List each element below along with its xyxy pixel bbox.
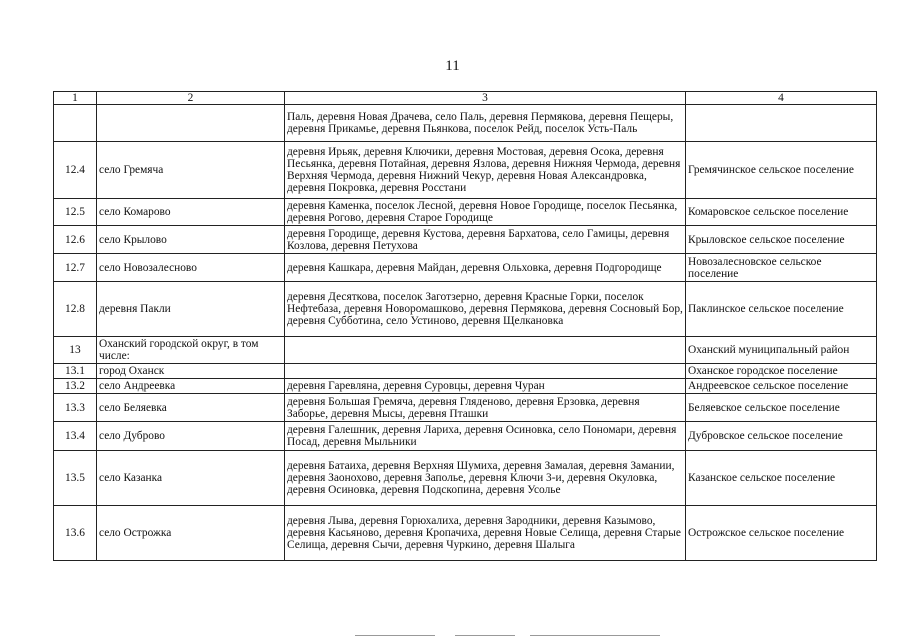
row-number: 12.5 <box>54 199 97 226</box>
table-row <box>54 394 877 422</box>
row-number: 12.6 <box>54 226 97 254</box>
row-number: 13.1 <box>54 364 97 379</box>
settlement-name: Гремячинское сельское поселение <box>686 142 877 199</box>
row-number: 13.2 <box>54 379 97 394</box>
row-number: 13.3 <box>54 394 97 422</box>
page-edge-line <box>355 635 435 636</box>
table-row <box>54 451 877 506</box>
settlement-name: Паклинское сельское поселение <box>686 282 877 337</box>
center-name: город Оханск <box>97 364 285 379</box>
settlement-name: Острожское сельское поселение <box>686 506 877 561</box>
table-row <box>54 105 877 142</box>
page-edge-line <box>455 635 515 636</box>
center-name: село Новозалесново <box>97 254 285 282</box>
settlement-name <box>686 105 877 142</box>
table-row <box>54 422 877 451</box>
settlement-name: Оханское городское поселение <box>686 364 877 379</box>
settlement-name: Новозалесновское сельское поселение <box>686 254 877 282</box>
villages-list: деревня Гаревляна, деревня Суровцы, деревня Чуран <box>285 379 686 394</box>
settlement-name: Крыловское сельское поселение <box>686 226 877 254</box>
center-name: село Беляевка <box>97 394 285 422</box>
villages-list: деревня Каменка, поселок Лесной, деревня Новое Городище, поселок Песьянка, деревня Рогово, деревня Старое Городище <box>285 199 686 226</box>
center-name <box>97 105 285 142</box>
center-name: село Комарово <box>97 199 285 226</box>
settlement-name: Комаровское сельское поселение <box>686 199 877 226</box>
row-number <box>54 105 97 142</box>
villages-list: деревня Городище, деревня Кустова, деревня Бархатова, село Гамицы, деревня Козлова, деревня Петухова <box>285 226 686 254</box>
table-row <box>54 364 877 379</box>
column-header: 4 <box>686 92 877 105</box>
settlement-name: Казанское сельское поселение <box>686 451 877 506</box>
table-row <box>54 199 877 226</box>
column-header: 3 <box>285 92 686 105</box>
center-name: село Гремяча <box>97 142 285 199</box>
center-name: село Острожка <box>97 506 285 561</box>
settlement-name: Оханский муниципальный район <box>686 337 877 364</box>
page-number: 11 <box>445 58 460 74</box>
villages-list: деревня Кашкара, деревня Майдан, деревня Ольховка, деревня Подгородище <box>285 254 686 282</box>
table-row <box>54 142 877 199</box>
row-number: 13.4 <box>54 422 97 451</box>
table-row <box>54 282 877 337</box>
center-name: село Крылово <box>97 226 285 254</box>
row-number: 13 <box>54 337 97 364</box>
table-row <box>54 337 877 364</box>
villages-list: деревня Батаиха, деревня Верхняя Шумиха, деревня Замалая, деревня Замании, деревня Заонохово, деревня Заполье, деревня Ключи 3-и, деревня Окуловка, деревня Осиновка, деревня Подскопина, деревня Усолье <box>285 451 686 506</box>
table-header-row <box>54 92 877 105</box>
villages-list: деревня Десяткова, поселок Заготзерно, деревня Красные Горки, поселок Нефтебаза, деревня Новоромашково, деревня Пермякова, деревня Сосновый Бор, деревня Субботина, село Устиново, деревня Щелкановка <box>285 282 686 337</box>
villages-list: деревня Большая Гремяча, деревня Гляденово, деревня Ерзовка, деревня Заборье, деревня Мысы, деревня Пташки <box>285 394 686 422</box>
center-name: деревня Пакли <box>97 282 285 337</box>
table-row <box>54 379 877 394</box>
row-number: 12.4 <box>54 142 97 199</box>
villages-list <box>285 337 686 364</box>
center-name: Оханский городской округ, в том числе: <box>97 337 285 364</box>
table-row <box>54 506 877 561</box>
villages-list: деревня Галешник, деревня Лариха, деревня Осиновка, село Пономари, деревня Посад, деревня Мыльники <box>285 422 686 451</box>
center-name: село Андреевка <box>97 379 285 394</box>
settlement-name: Дубровское сельское поселение <box>686 422 877 451</box>
center-name: село Казанка <box>97 451 285 506</box>
table-row <box>54 254 877 282</box>
settlements-table <box>53 91 877 561</box>
row-number: 13.6 <box>54 506 97 561</box>
settlement-name: Андреевское сельское поселение <box>686 379 877 394</box>
row-number: 12.7 <box>54 254 97 282</box>
villages-list: Паль, деревня Новая Драчева, село Паль, деревня Пермякова, деревня Пещеры, деревня Прикамье, деревня Пьянкова, поселок Рейд, поселок Усть-Паль <box>285 105 686 142</box>
row-number: 12.8 <box>54 282 97 337</box>
villages-list: деревня Ирьяк, деревня Ключики, деревня Мостовая, деревня Осока, деревня Песьянка, деревня Потайная, деревня Язлова, деревня Нижняя Чермода, деревня Верхняя Чермода, деревня Нижний Чекур, деревня Новая Александровка, деревня Покровка, деревня Росстани <box>285 142 686 199</box>
column-header: 1 <box>54 92 97 105</box>
villages-list <box>285 364 686 379</box>
villages-list: деревня Лыва, деревня Горюхалиха, деревня Зародники, деревня Казымово, деревня Касьяново, деревня Кропачиха, деревня Новые Селища, деревня Старые Селища, деревня Сычи, деревня Чуркино, деревня Шалыга <box>285 506 686 561</box>
center-name: село Дуброво <box>97 422 285 451</box>
column-header: 2 <box>97 92 285 105</box>
row-number: 13.5 <box>54 451 97 506</box>
page-edge-line <box>530 635 660 636</box>
settlement-name: Беляевское сельское поселение <box>686 394 877 422</box>
table-row <box>54 226 877 254</box>
